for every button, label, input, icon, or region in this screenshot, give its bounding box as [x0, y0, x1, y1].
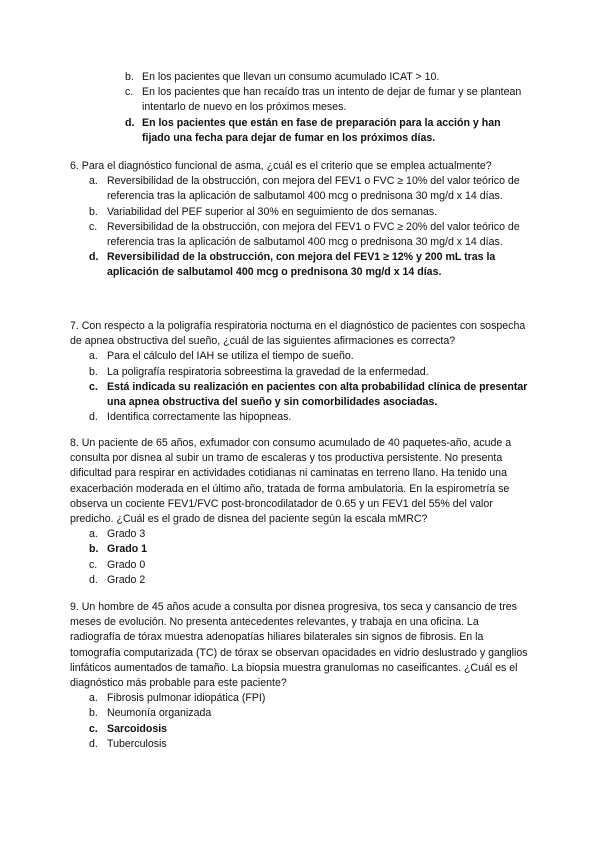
option-label: c.	[89, 380, 98, 393]
option-b	[70, 205, 530, 220]
question-options	[70, 691, 530, 752]
option-text: Sarcoidosis	[107, 722, 168, 735]
option-text: Grado 3	[107, 528, 146, 541]
option-d	[70, 410, 530, 425]
option-text: En los pacientes que están en fase de preparación para la acción y han fijado una fecha para dejar de fumar en los próximos días.	[142, 116, 501, 144]
option-d	[70, 573, 530, 588]
option-label: b.	[89, 707, 98, 720]
question-6	[70, 159, 530, 281]
option-text: Reversibilidad de la obstrucción, con mejora del FEV1 o FVC ≥ 20% del valor teórico de referencia tras la aplicación de salbutamol 400 mcg o prednisona 30 mg/d x 14 días.	[107, 220, 520, 249]
option-d-correct	[70, 250, 530, 280]
question-7	[70, 319, 530, 425]
option-d	[70, 737, 530, 752]
question-stem: 9. Un hombre de 45 años acude a consulta por disnea progresiva, tos seca y cansancio de tres meses de evolución. No presenta antecedentes relevantes, y trabaja en una oficina. La radiografía de tórax muestra adenopatías hiliares bilaterales sin signos de fibrosis. En la tomografía computarizada (TC) de tórax se observan opacidades en vidrio deslustrado y ganglios linfáticos aumentados de tamaño. La biopsia muestra granulomas no caseificantes. ¿Cuál es el diagnóstico más probable para este paciente?	[70, 601, 528, 690]
option-label: d.	[89, 411, 98, 424]
prev-option-d-correct	[70, 116, 530, 146]
question-stem: 6. Para el diagnóstico funcional de asma, ¿cuál es el criterio que se emplea actualmente?	[70, 160, 492, 172]
option-text: Neumonía organizada	[107, 707, 212, 720]
option-text: Reversibilidad de la obstrucción, con mejora del FEV1 o FVC ≥ 10% del valor teórico de referencia tras la aplicación de salbutamol 400 mcg o prednisona 30 mg/d x 14 días.	[107, 175, 520, 203]
option-label: a.	[89, 175, 98, 188]
option-text: En los pacientes que llevan un consumo acumulado ICAT > 10.	[142, 71, 440, 83]
option-b	[70, 365, 530, 380]
option-label: c.	[89, 558, 98, 571]
option-label: a.	[89, 350, 98, 363]
option-c	[70, 558, 530, 573]
option-text: Reversibilidad de la obstrucción, con mejora del FEV1 ≥ 12% y 200 mL tras la aplicación de salbutamol 400 mcg o prednisona 30 mg/d x 14 días.	[107, 251, 496, 279]
option-a	[70, 691, 530, 706]
option-c-correct	[70, 380, 530, 410]
option-c-correct	[70, 722, 530, 737]
option-label: a.	[89, 528, 98, 541]
option-text: En los pacientes que han recaído tras un intento de dejar de fumar y se plantean intentarlo de nuevo en los próximos meses.	[142, 86, 522, 114]
option-c	[70, 220, 530, 250]
option-label: c.	[89, 722, 98, 735]
option-text: Variabilidad del PEF superior al 30% en seguimiento de dos semanas.	[107, 205, 438, 218]
prev-question-options	[70, 70, 530, 146]
option-a	[70, 527, 530, 542]
question-options	[70, 349, 530, 425]
question-options	[70, 174, 530, 280]
option-label: d.	[89, 737, 98, 750]
question-options	[70, 527, 530, 588]
option-label: d.	[89, 573, 98, 586]
option-label: c.	[125, 86, 134, 99]
question-9	[70, 600, 530, 752]
question-stem: 7. Con respecto a la poligrafía respiratoria nocturna en el diagnóstico de pacientes con sospecha de apnea obstructiva del sueño, ¿cuál de las siguientes afirmaciones es correcta?	[70, 320, 526, 348]
option-label: d.	[125, 116, 135, 129]
option-text: Está indicada su realización en pacientes con alta probabilidad clínica de presentar una apnea obstructiva del sueño y sin comorbilidades asociadas.	[107, 380, 528, 409]
option-label: b.	[89, 543, 99, 556]
option-a	[70, 349, 530, 364]
option-text: Grado 1	[107, 543, 148, 556]
option-text: Fibrosis pulmonar idiopática (FPI)	[107, 692, 266, 705]
question-8	[70, 436, 530, 588]
option-text: La poligrafía respiratoria sobreestima la gravedad de la enfermedad.	[107, 365, 429, 378]
prev-option-b	[70, 70, 530, 85]
option-label: b.	[125, 71, 134, 83]
option-b	[70, 706, 530, 721]
option-label: b.	[89, 205, 98, 218]
option-text: Tuberculosis	[107, 737, 167, 750]
option-label: a.	[89, 692, 98, 705]
option-a	[70, 174, 530, 204]
option-text: Identifica correctamente las hipopneas.	[107, 411, 292, 424]
option-text: Para el cálculo del IAH se utiliza el tiempo de sueño.	[107, 350, 354, 363]
prev-option-c	[70, 85, 530, 115]
option-text: Grado 2	[107, 573, 146, 586]
option-label: d.	[89, 251, 99, 264]
option-b-correct	[70, 542, 530, 557]
question-stem: 8. Un paciente de 65 años, exfumador con consumo acumulado de 40 paquetes-año, acude a consulta por disnea al subir un tramo de escaleras y tos productiva persistente. No presenta dificultad para respirar en actividades cotidianas ni caminatas en terreno llano. Ha tenido una exacerbación moderada en el último año, tratada de forma ambulatoria. En la espirometría se observa un cociente FEV1/FVC post-broncodilatador de 0.65 y un FEV1 del 55% del valor predicho. ¿Cuál es el grado de disnea del paciente según la escala mMRC?	[70, 437, 512, 526]
option-text: Grado 0	[107, 558, 146, 571]
option-label: c.	[89, 220, 98, 233]
option-label: b.	[89, 365, 98, 378]
